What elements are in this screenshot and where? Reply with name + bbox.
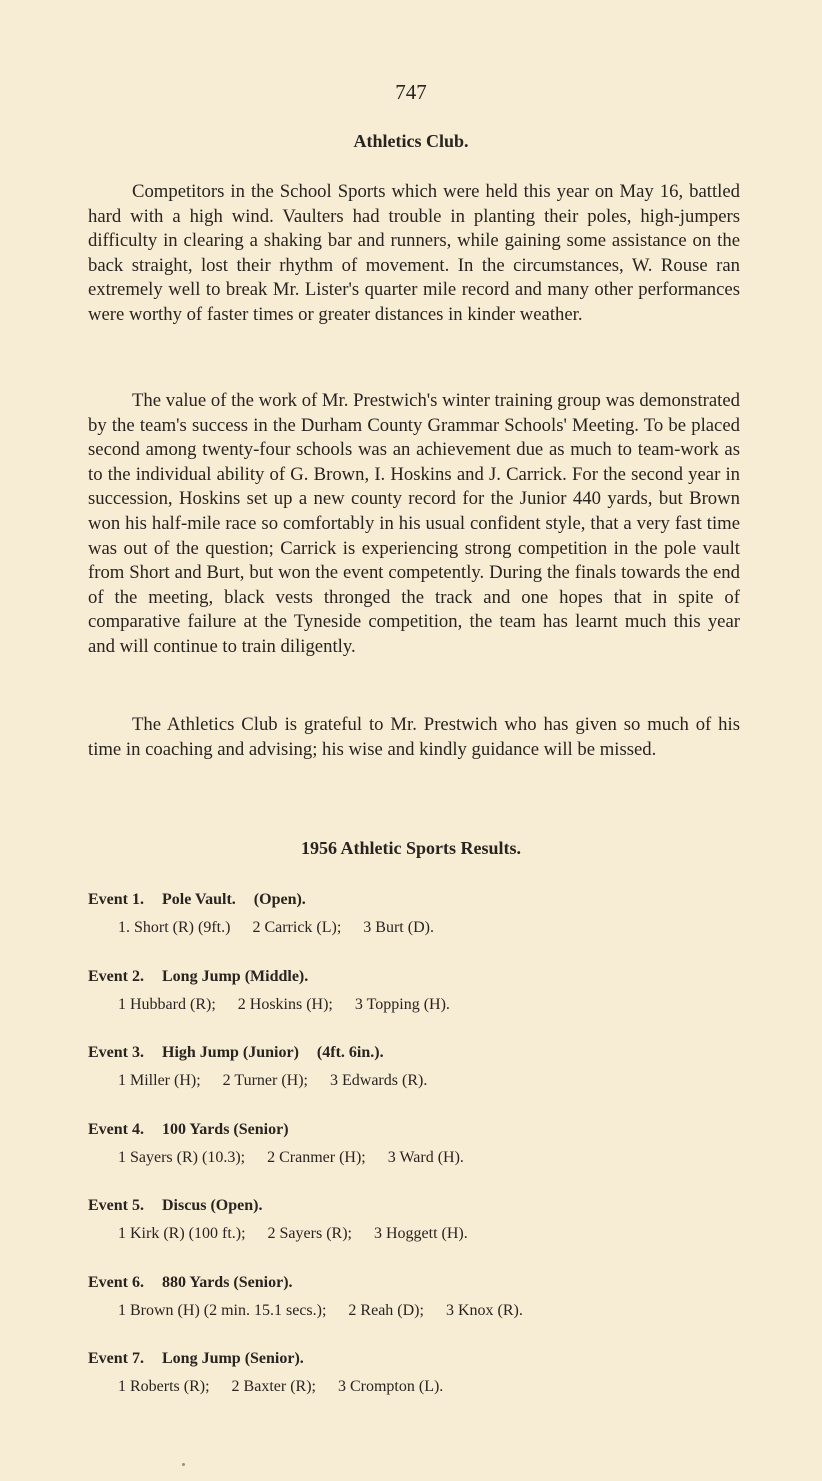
third-place: 3 Burt (D). — [363, 919, 434, 936]
event-6 — [88, 1273, 748, 1350]
event-result — [88, 1071, 748, 1091]
event-number: Event 7. — [88, 1350, 144, 1367]
third-place: 3 Crompton (L). — [337, 1378, 444, 1395]
event-result — [88, 995, 748, 1015]
event-number: Event 4. — [88, 1120, 144, 1138]
first-place: 1 Miller (H); — [118, 1072, 201, 1089]
page-number: 747 — [395, 80, 427, 104]
event-heading — [88, 1120, 748, 1148]
event-number: Event 3. — [88, 1044, 144, 1061]
second-place: 2 Cranmer (H); — [267, 1148, 366, 1166]
event-result — [88, 1301, 748, 1321]
paragraph-text: Competitors in the School Sports which were held this year on May 16, battled hard with a high wind. Vaulters had trouble in planting their poles, high-jumpers difficulty in clearing a shaking bar and runners, while gaining some assistance on the back straight, lost their rhythm of movement. In the circumstances, W. Rouse ran extremely well to break Mr. Lister's quarter mile record and many other performances were worthy of faster times or greater distances in kinder weather. — [88, 181, 740, 325]
event-number: Event 1. — [88, 891, 144, 908]
event-number: Event 2. — [88, 967, 144, 985]
event-name: Long Jump (Senior). — [162, 1350, 304, 1367]
event-result — [88, 1377, 748, 1397]
second-place: 2 Reah (D); — [348, 1301, 424, 1319]
second-place: 2 Sayers (R); — [267, 1225, 352, 1242]
first-place: 1 Sayers (R) (10.3); — [118, 1148, 246, 1166]
event-record: (4ft. 6in.). — [316, 1044, 384, 1061]
results-title: 1956 Athletic Sports Results. — [301, 838, 521, 858]
page-title: Athletics Club. — [353, 131, 469, 151]
event-name: 880 Yards (Senior). — [162, 1273, 293, 1291]
third-place: 3 Knox (R). — [445, 1301, 523, 1319]
second-place: 2 Carrick (L); — [252, 919, 342, 936]
second-place: 2 Hoskins (H); — [237, 995, 333, 1013]
event-1 — [88, 890, 748, 967]
body-paragraph-2 — [88, 389, 740, 660]
third-place: 3 Edwards (R). — [330, 1072, 428, 1089]
event-heading — [88, 967, 748, 995]
first-place: 1 Roberts (R); — [118, 1378, 210, 1395]
event-number: Event 6. — [88, 1273, 144, 1291]
event-4 — [88, 1120, 748, 1197]
event-name: 100 Yards (Senior) — [162, 1120, 289, 1138]
results-list — [88, 890, 748, 1426]
third-place: 3 Ward (H). — [387, 1148, 464, 1166]
event-2 — [88, 967, 748, 1044]
event-heading — [88, 890, 748, 918]
body-paragraph-1 — [88, 180, 740, 328]
second-place: 2 Baxter (R); — [231, 1378, 316, 1395]
third-place: 3 Hoggett (H). — [373, 1225, 468, 1242]
first-place: 1. Short (R) (9ft.) — [118, 919, 231, 936]
event-category: (Open). — [253, 891, 306, 908]
event-name: Discus (Open). — [162, 1197, 263, 1214]
event-name: Long Jump (Middle). — [162, 967, 309, 985]
event-heading — [88, 1043, 748, 1071]
event-number: Event 5. — [88, 1197, 144, 1214]
event-3 — [88, 1043, 748, 1120]
paragraph-text: The Athletics Club is grateful to Mr. Prestwich who has given so much of his time in coaching and advising; his wise and kindly guidance will be missed. — [88, 714, 740, 760]
first-place: 1 Kirk (R) (100 ft.); — [118, 1225, 246, 1242]
paragraph-text: The value of the work of Mr. Prestwich's winter training group was demonstrated by the team's success in the Durham County Grammar Schools' Meeting. To be placed second among twenty-four schools was an achievement due as much to team-work as to the individual ability of G. Brown, I. Hoskins and J. Carrick. For the second year in succession, Hoskins set up a new county record for the Junior 440 yards, but Brown won his half-mile race so comfortably in his usual confident style, that a very fast time was out of the question; Carrick is experiencing strong competition in the pole vault from Short and Burt, but won the event competently. During the finals towards the end of the meeting, black vests thronged the track and one hopes that in spite of comparative failure at the Tyneside competition, the team has learnt much this year and will continue to train diligently. — [88, 390, 740, 657]
event-heading — [88, 1273, 748, 1301]
event-result — [88, 1224, 748, 1244]
event-name: Pole Vault. — [162, 891, 236, 908]
third-place: 3 Topping (H). — [354, 995, 450, 1013]
print-speck — [182, 1463, 185, 1466]
second-place: 2 Turner (H); — [222, 1072, 308, 1089]
body-paragraph-3 — [88, 713, 740, 762]
event-result — [88, 918, 748, 938]
event-name: High Jump (Junior) — [162, 1044, 299, 1061]
event-7 — [88, 1349, 748, 1426]
event-result — [88, 1148, 748, 1168]
event-heading — [88, 1349, 748, 1377]
event-5 — [88, 1196, 748, 1273]
first-place: 1 Brown (H) (2 min. 15.1 secs.); — [118, 1301, 327, 1319]
first-place: 1 Hubbard (R); — [118, 995, 216, 1013]
event-heading — [88, 1196, 748, 1224]
